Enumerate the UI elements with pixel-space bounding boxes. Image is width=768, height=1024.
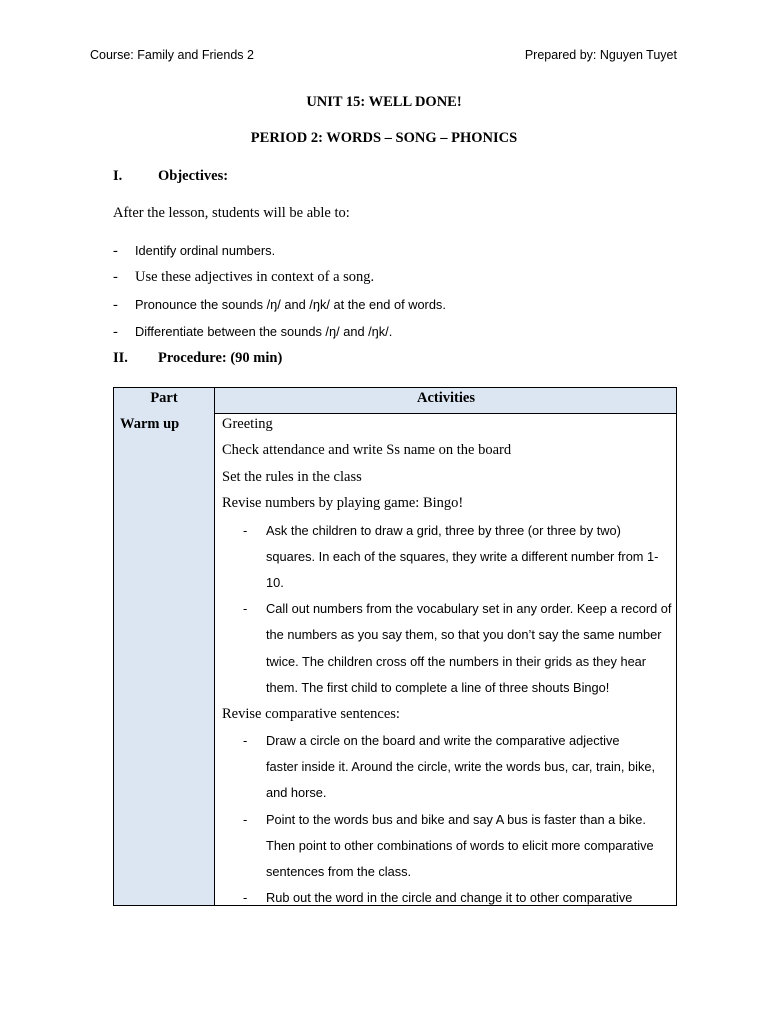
step-dash: - — [243, 523, 248, 538]
activity-line: Revise numbers by playing game: Bingo! — [222, 495, 464, 511]
step-line: Call out numbers from the vocabulary set in any order. Keep a record of — [266, 601, 672, 616]
part-column-cell — [114, 413, 214, 905]
procedure-heading: Procedure: (90 min) — [158, 350, 283, 366]
bullet-dash: - — [113, 243, 118, 259]
step-line: and horse. — [266, 785, 327, 800]
step-line: them. The first child to complete a line of three shouts Bingo! — [266, 680, 610, 695]
procedure-table — [113, 387, 677, 906]
step-line: Then point to other combinations of words to elicit more comparative — [266, 838, 654, 853]
column-divider — [214, 388, 215, 905]
step-dash: - — [243, 890, 248, 905]
activity-line: Set the rules in the class — [222, 469, 362, 485]
activity-line: Check attendance and write Ss name on the board — [222, 442, 512, 458]
activity-line: Revise comparative sentences: — [222, 706, 400, 722]
step-line: Point to the words bus and bike and say A bus is faster than a bike. — [266, 812, 646, 827]
period-title: PERIOD 2: WORDS – SONG – PHONICS — [250, 130, 518, 146]
unit-title: UNIT 15: WELL DONE! — [306, 94, 462, 110]
step-line: Rub out the word in the circle and change it to other comparative — [266, 890, 633, 905]
step-dash: - — [243, 812, 248, 827]
step-line: 10. — [266, 575, 284, 590]
prepared-by-label: Prepared by: Nguyen Tuyet — [524, 48, 677, 62]
activity-line: Greeting — [222, 416, 273, 432]
objective-item: Identify ordinal numbers. — [135, 243, 276, 258]
step-line: faster inside it. Around the circle, write the words bus, car, train, bike, — [266, 759, 656, 774]
objectives-intro: After the lesson, students will be able to: — [113, 205, 350, 221]
step-line: the numbers as you say them, so that you don’t say the same number — [266, 627, 662, 642]
row-part-label: Warm up — [120, 416, 180, 432]
header-part: Part — [150, 390, 178, 406]
step-line: sentences from the class. — [266, 864, 412, 879]
procedure-number: II. — [113, 350, 128, 366]
objectives-heading: Objectives: — [158, 168, 229, 184]
objectives-number: I. — [113, 168, 123, 184]
step-line: twice. The children cross off the numbers in their grids as they hear — [266, 654, 647, 669]
step-line: Draw a circle on the board and write the comparative adjective — [266, 733, 620, 748]
objective-item: Use these adjectives in context of a song. — [135, 269, 375, 285]
bullet-dash: - — [113, 269, 118, 285]
step-dash: - — [243, 601, 248, 616]
objective-item: Pronounce the sounds /ŋ/ and /ŋk/ at the end of words. — [135, 297, 446, 312]
step-line: squares. In each of the squares, they write a different number from 1- — [266, 549, 659, 564]
step-line: Ask the children to draw a grid, three by three (or three by two) — [266, 523, 621, 538]
step-dash: - — [243, 733, 248, 748]
bullet-dash: - — [113, 297, 118, 313]
bullet-dash: - — [113, 324, 118, 340]
objective-item: Differentiate between the sounds /ŋ/ and /ŋk/. — [135, 324, 393, 339]
header-activities: Activities — [417, 390, 475, 406]
course-label: Course: Family and Friends 2 — [90, 48, 254, 62]
